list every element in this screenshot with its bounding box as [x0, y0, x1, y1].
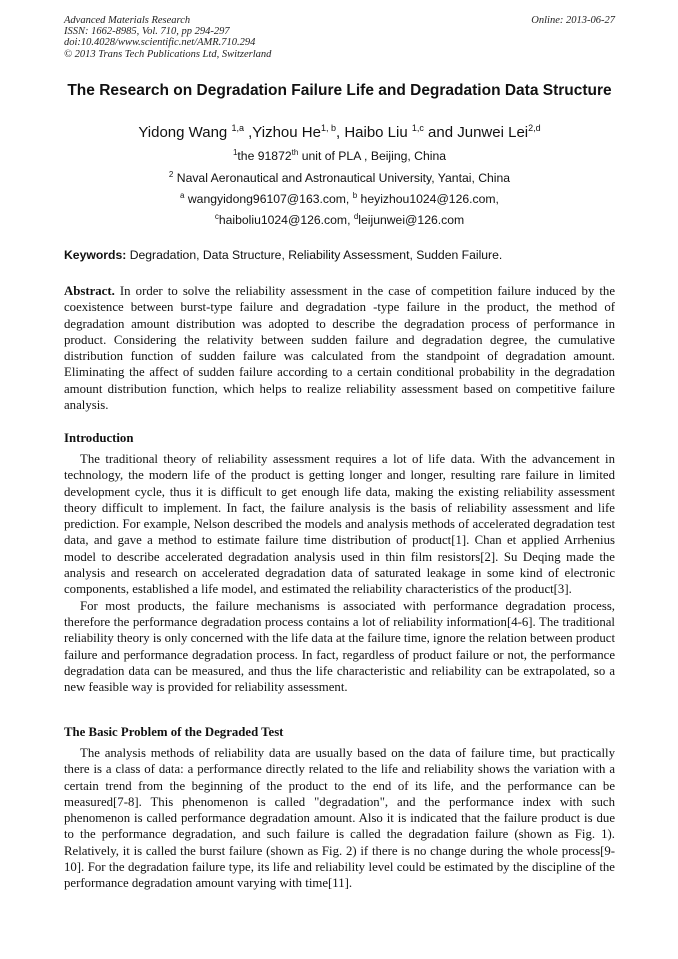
- affiliation-text: unit of PLA , Beijing, China: [298, 149, 447, 163]
- affiliation-2: [64, 171, 615, 186]
- author-name: , Haibo Liu: [335, 124, 412, 141]
- doi-line: doi:10.4028/www.scientific.net/AMR.710.294: [64, 37, 256, 49]
- author-name: and Junwei Lei: [423, 124, 529, 141]
- copyright-line: © 2013 Trans Tech Publications Ltd, Switzerland: [64, 48, 272, 60]
- email-mark: b: [352, 191, 358, 200]
- paragraph: For most products, the failure mechanisms is associated with performance degradation process, therefore the performance degradation process contains a lot of reliability information[4-6]. The traditional reliability theory is only concerned with the life data at the failure time, ignore the relation between product failure and performance degradation process. In fact, regardless of product failure or not, the performance degradation data can be measured, and thus the life characteristic and reliability can be extrapolated, so a new feasible way is provided for reliability assessment.: [64, 598, 615, 695]
- affiliation-text: the 91872: [237, 149, 292, 163]
- email-mark: a: [180, 191, 185, 200]
- keywords-text: Degradation, Data Structure, Reliability Assessment, Sudden Failure.: [126, 248, 503, 262]
- basic-problem-body: [64, 745, 615, 892]
- email-address: wangyidong96107@163.com,: [184, 192, 353, 206]
- abstract: [64, 283, 615, 413]
- keywords: [64, 248, 615, 263]
- author-affiliation-mark: 2,d: [528, 123, 541, 133]
- affiliation-mark: 1: [232, 148, 238, 157]
- issn-line: ISSN: 1662-8985, Vol. 710, pp 294-297: [64, 26, 230, 38]
- abstract-label: Abstract.: [64, 284, 115, 298]
- paper-title: The Research on Degradation Failure Life and Degradation Data Structure: [67, 82, 612, 99]
- section-heading-introduction: Introduction: [64, 431, 134, 445]
- author-affiliation-mark: 1,a: [231, 123, 244, 133]
- email-mark: d: [353, 212, 359, 221]
- email-line-1: [64, 192, 615, 207]
- introduction-body: [64, 451, 615, 695]
- email-mark: c: [214, 212, 219, 221]
- online-date: Online: 2013-06-27: [531, 15, 615, 26]
- affiliation-1: [64, 149, 615, 164]
- author-name: Yidong Wang: [138, 124, 232, 141]
- abstract-text: In order to solve the reliability assessment in the case of competition failure induced by the coexistence between burst-type failure and degradation -type failure in the product, the method of degradation amount distribution was adopted to describe the degradation process of performance in product. Considering the relativity between sudden failure and degradation degree, the cumulative distribution function of sudden failure was calculated from the standpoint of degradation amount. Eliminating the affect of sudden failure according to a certain conditional probability in the degradation amount distribution function, which helps to realize reliability assessment based on competitive failure analysis.: [64, 284, 615, 413]
- paragraph: The traditional theory of reliability assessment requires a lot of life data. With the advancement in technology, the modern life of the product is getting longer and longer, resulting rare failure in limited development cycle, thus it is difficult to get enough life data, making the existing reliability assessment theory difficult to implement. In fact, the failure analysis is the basis of reliability assessment and life prediction. For example, Nelson described the models and analysis methods of accelerated degradation test data, and gave a method to estimate failure time distribution of product[1]. Chan et applied Arrhenius model to describe accelerated degradation analysis used in thin film resistors[2]. Su Deqing made the analysis and research on accelerated degradation data of saturated leakage in some kind of electronic components, established a life model, and estimated the reliability characteristics of the product[3].: [64, 452, 615, 597]
- ordinal-suffix: th: [291, 148, 299, 157]
- email-line-2: [64, 213, 615, 228]
- affiliation-text: Naval Aeronautical and Astronautical University, Yantai, China: [173, 171, 511, 185]
- keywords-label: Keywords:: [64, 248, 127, 262]
- author-affiliation-mark: 1,c: [411, 123, 424, 133]
- email-address: heyizhou1024@126.com,: [357, 192, 499, 206]
- paragraph: The analysis methods of reliability data are usually based on the data of failure time, but practically there is a class of data: a performance directly related to the life and reliability shows the variation with a certain trend from the beginning of the product to the end of its life, and the performance can be measured[7-8]. This phenomenon is called "degradation", and the performance index with such phenomenon is called performance degradation amount. Also it is indicated that the failure product is due to the performance degradation, and such failure is called the degradation failure (shown as Fig. 1). Relatively, it is called the burst failure (shown as Fig. 2) if there is no change during the whole process[9-10]. For the degradation failure type, its life and reliability level could be estimated by the discipline of the performance degradation amount varying with time[11].: [64, 746, 615, 891]
- email-address: haiboliu1024@126.com,: [218, 213, 354, 227]
- journal-name: Advanced Materials Research: [64, 15, 191, 26]
- author-affiliation-mark: 1, b: [320, 123, 336, 133]
- section-heading-basic-problem: The Basic Problem of the Degraded Test: [64, 725, 284, 739]
- email-address: leijunwei@126.com: [358, 213, 465, 227]
- author-name: ,Yizhou He: [243, 124, 321, 141]
- affiliation-mark: 2: [168, 170, 174, 179]
- journal-header: [64, 15, 271, 60]
- author-list: [64, 124, 615, 142]
